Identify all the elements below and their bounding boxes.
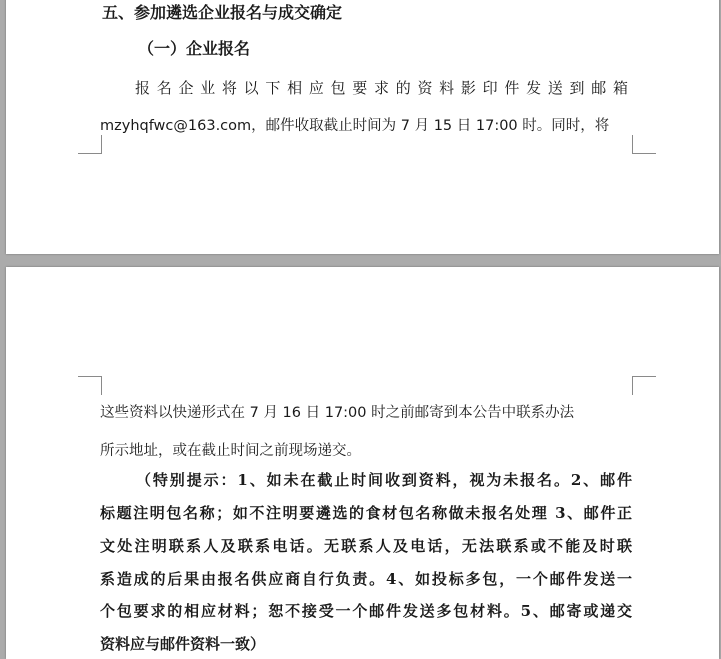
notice-line: 文处注明联系人及联系电话。无联系人及电话，无法联系或不能及时联 xyxy=(100,537,632,555)
notice-line: 资料应与邮件资料一致） xyxy=(100,635,266,653)
document-page-1 xyxy=(6,0,719,254)
margin-corner-mark xyxy=(78,376,102,395)
paragraph-line: 所示地址，或在截止时间之前现场递交。 xyxy=(100,443,361,459)
notice-line: 系造成的后果由报名供应商自行负责。4、如投标多包，一个邮件发送一 xyxy=(100,570,632,588)
paragraph-line: mzyhqfwc@163.com，邮件收取截止时间为 7 月 15 日 17:00 时。同时，将 xyxy=(100,118,610,134)
sub-heading: （一）企业报名 xyxy=(138,39,251,58)
margin-corner-mark xyxy=(632,376,656,395)
document-page-2 xyxy=(6,267,719,659)
margin-corner-mark xyxy=(632,135,656,154)
notice-line: 个包要求的相应材料；恕不接受一个邮件发送多包材料。5、邮寄或递交 xyxy=(100,602,632,620)
paragraph-line: 报名企业将以下相应包要求的资料影印件发送到邮箱 xyxy=(135,79,631,97)
margin-corner-mark xyxy=(78,135,102,154)
notice-line: （特别提示：1、如未在截止时间收到资料，视为未报名。2、邮件 xyxy=(136,471,632,489)
paragraph-line: 这些资料以快递形式在 7 月 16 日 17:00 时之前邮寄到本公告中联系办法 xyxy=(100,405,575,421)
notice-line: 标题注明包名称；如不注明要遴选的食材包名称做未报名处理 3、邮件正 xyxy=(100,504,632,522)
section-heading: 五、参加遴选企业报名与成交确定 xyxy=(102,3,343,22)
